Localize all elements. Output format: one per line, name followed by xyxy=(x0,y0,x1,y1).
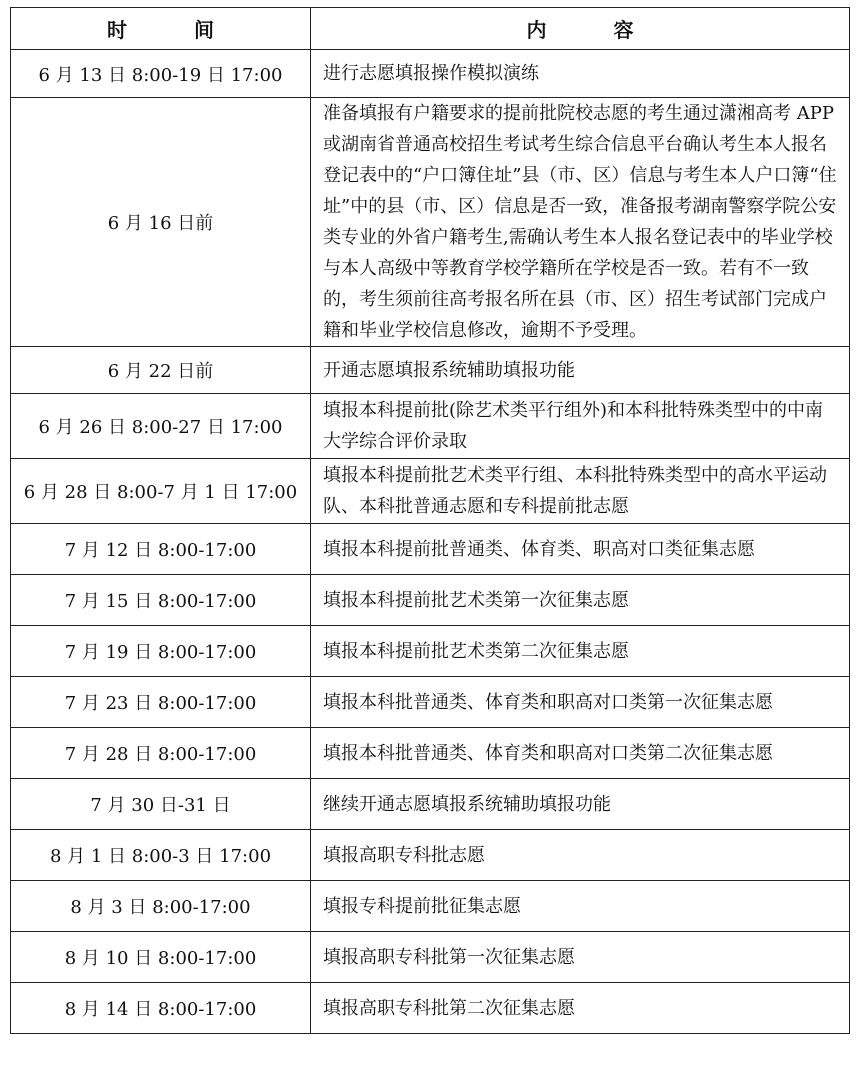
time-cell: 7 月 19 日 8:00-17:00 xyxy=(11,626,311,677)
content-cell: 填报本科提前批(除艺术类平行组外)和本科批特殊类型中的中南大学综合评价录取 xyxy=(311,394,850,459)
table-row xyxy=(11,50,850,98)
content-cell: 填报本科批普通类、体育类和职高对口类第一次征集志愿 xyxy=(311,677,850,728)
table-row xyxy=(11,98,850,347)
table-row xyxy=(11,347,850,394)
content-cell: 填报本科批普通类、体育类和职高对口类第二次征集志愿 xyxy=(311,728,850,779)
schedule-table xyxy=(10,7,850,1034)
content-cell: 继续开通志愿填报系统辅助填报功能 xyxy=(311,779,850,830)
table-row xyxy=(11,881,850,932)
table-row xyxy=(11,575,850,626)
content-cell: 填报本科提前批艺术类第二次征集志愿 xyxy=(311,626,850,677)
time-cell: 7 月 23 日 8:00-17:00 xyxy=(11,677,311,728)
content-cell: 填报高职专科批第一次征集志愿 xyxy=(311,932,850,983)
table-row xyxy=(11,524,850,575)
content-cell: 填报高职专科批第二次征集志愿 xyxy=(311,983,850,1034)
content-cell: 填报高职专科批志愿 xyxy=(311,830,850,881)
table-row xyxy=(11,779,850,830)
table-row xyxy=(11,677,850,728)
table-row xyxy=(11,626,850,677)
table-row xyxy=(11,394,850,459)
content-cell: 填报本科提前批艺术类第一次征集志愿 xyxy=(311,575,850,626)
time-cell: 8 月 3 日 8:00-17:00 xyxy=(11,881,311,932)
time-cell: 6 月 16 日前 xyxy=(11,98,311,347)
content-cell: 填报本科提前批普通类、体育类、职高对口类征集志愿 xyxy=(311,524,850,575)
table-row xyxy=(11,728,850,779)
content-cell: 进行志愿填报操作模拟演练 xyxy=(311,50,850,98)
time-cell: 7 月 12 日 8:00-17:00 xyxy=(11,524,311,575)
time-cell: 6 月 22 日前 xyxy=(11,347,311,394)
content-cell: 准备填报有户籍要求的提前批院校志愿的考生通过潇湘高考 APP 或湖南省普通高校招生考试考生综合信息平台确认考生本人报名登记表中的“户口簿住址”县（市、区）信息与考生本人户口簿“住址”中的县（市、区）信息是否一致，准备报考湖南警察学院公安类专业的外省户籍考生,需确认考生本人报名登记表中的毕业学校与本人高级中等教育学校学籍所在学校是否一致。若有不一致的，考生须前往高考报名所在县（市、区）招生考试部门完成户籍和毕业学校信息修改，逾期不予受理。 xyxy=(311,98,850,347)
time-cell: 8 月 10 日 8:00-17:00 xyxy=(11,932,311,983)
time-cell: 8 月 1 日 8:00-3 日 17:00 xyxy=(11,830,311,881)
table-row xyxy=(11,932,850,983)
time-cell: 6 月 13 日 8:00-19 日 17:00 xyxy=(11,50,311,98)
time-cell: 7 月 30 日-31 日 xyxy=(11,779,311,830)
table-row xyxy=(11,459,850,524)
table-row xyxy=(11,983,850,1034)
content-cell: 开通志愿填报系统辅助填报功能 xyxy=(311,347,850,394)
header-time: 时 间 xyxy=(11,8,311,50)
table-row xyxy=(11,830,850,881)
header-content: 内 容 xyxy=(311,8,850,50)
time-cell: 7 月 28 日 8:00-17:00 xyxy=(11,728,311,779)
content-cell: 填报本科提前批艺术类平行组、本科批特殊类型中的高水平运动队、本科批普通志愿和专科提前批志愿 xyxy=(311,459,850,524)
content-cell: 填报专科提前批征集志愿 xyxy=(311,881,850,932)
time-cell: 8 月 14 日 8:00-17:00 xyxy=(11,983,311,1034)
time-cell: 7 月 15 日 8:00-17:00 xyxy=(11,575,311,626)
table-header-row xyxy=(11,8,850,50)
time-cell: 6 月 28 日 8:00-7 月 1 日 17:00 xyxy=(11,459,311,524)
time-cell: 6 月 26 日 8:00-27 日 17:00 xyxy=(11,394,311,459)
